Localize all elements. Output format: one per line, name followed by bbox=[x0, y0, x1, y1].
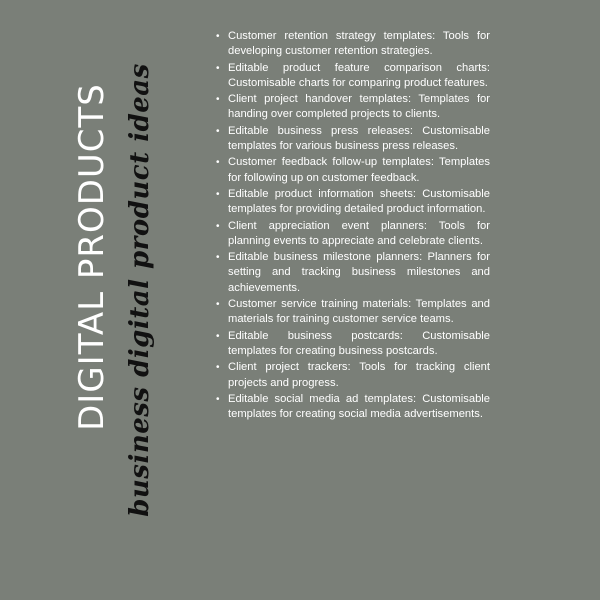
list-item-text: Editable business postcards: Customisable templates for creating business postcards. bbox=[228, 329, 490, 357]
list-item bbox=[213, 360, 490, 391]
list-item bbox=[213, 92, 490, 123]
list-item-text: Client project trackers: Tools for tracking client projects and progress. bbox=[228, 361, 490, 389]
list-item bbox=[213, 187, 490, 218]
bullet-icon: • bbox=[216, 31, 220, 42]
bullet-icon: • bbox=[216, 62, 220, 74]
list-item bbox=[213, 155, 490, 186]
list-item-text: Customer retention strategy templates: Tools for developing customer retention strategies. bbox=[228, 30, 490, 58]
bullet-icon: • bbox=[216, 220, 220, 232]
list-item-text: Editable social media ad templates: Customisable templates for creating social media advertisements. bbox=[228, 392, 490, 421]
ideas-list bbox=[213, 29, 490, 423]
bullet-icon: • bbox=[216, 299, 220, 311]
bullet-icon: • bbox=[216, 125, 220, 137]
list-item bbox=[213, 392, 490, 423]
list-item-text: Customer service training materials: Templates and materials for training customer service teams. bbox=[228, 298, 490, 326]
list-item-text: Client appreciation event planners: Tools for planning events to appreciate and celebrate clients. bbox=[228, 219, 490, 247]
bullet-icon: • bbox=[216, 252, 220, 264]
list-item bbox=[213, 250, 490, 296]
list-item-text: Client project handover templates: Templates for handing over completed projects to clients. bbox=[228, 93, 490, 121]
list-item-text: Editable business press releases: Customisable templates for various business press releases. bbox=[228, 124, 490, 153]
bullet-icon: • bbox=[216, 188, 220, 200]
list-item bbox=[213, 219, 490, 250]
bullet-icon: • bbox=[216, 157, 220, 169]
list-item-text: Editable business milestone planners: Planners for setting and tracking business milestones and achievements. bbox=[228, 251, 490, 294]
list-item-text: Editable product feature comparison charts: Customisable charts for comparing product features. bbox=[228, 61, 490, 89]
list-item bbox=[213, 297, 490, 328]
list-item bbox=[213, 29, 490, 60]
bullet-icon: • bbox=[216, 393, 220, 405]
list-item bbox=[213, 124, 490, 155]
list-item-text: Editable product information sheets: Customisable templates for providing detailed product information. bbox=[228, 187, 490, 216]
bullet-icon: • bbox=[216, 330, 220, 342]
list-item bbox=[213, 61, 490, 92]
list-item-text: Customer feedback follow-up templates: Templates for following up on customer feedback. bbox=[228, 156, 490, 184]
bullet-icon: • bbox=[216, 362, 220, 374]
main-title: DIGITAL PRODUCTS bbox=[72, 83, 112, 431]
bullet-icon: • bbox=[216, 94, 220, 106]
list-item bbox=[213, 329, 490, 360]
subtitle: business digital product ideas bbox=[125, 63, 155, 517]
